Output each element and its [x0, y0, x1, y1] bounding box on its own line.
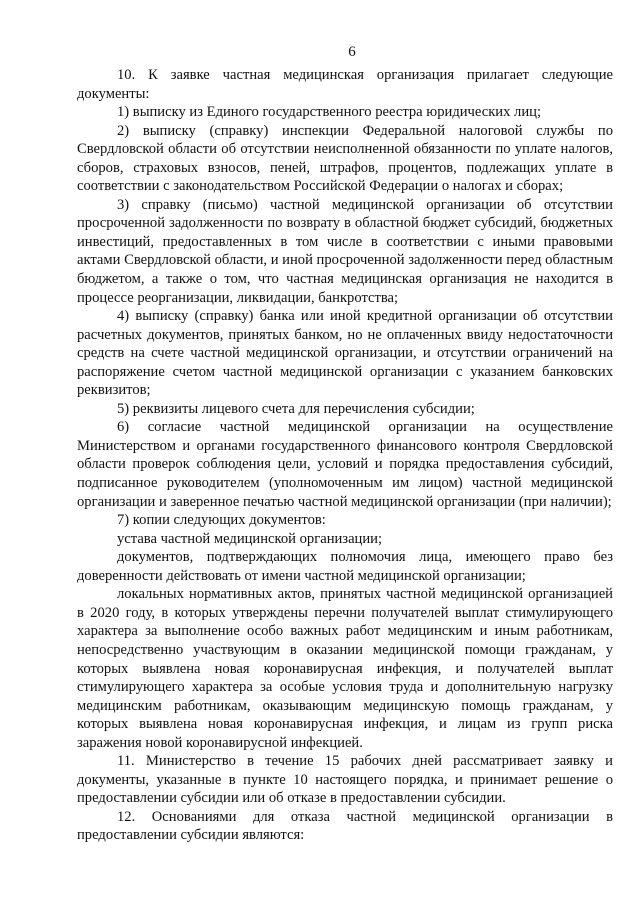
list-item-5: 5) реквизиты лицевого счета для перечисления субсидии; — [117, 400, 475, 417]
sub-item-authority-documents: документов, подтверждающих полномочия лица, имеющего право без доверенности действовать от имени частной медицинской организации; — [77, 549, 613, 584]
list-item-3: 3) справку (письмо) частной медицинской организации об отсутствии просроченной задолженности по возврату в областной бюджет субсидий, бюджетных инвестиций, предоставленных в том числе в соответствии с иными правовыми актами Свердловской области, и иной просроченной задолженности перед областным бюджетом, а также о том, что частная медицинская организация не находится в процессе реорганизации, ликвидации, банкротства; — [77, 196, 613, 306]
sub-item-charter: устава частной медицинской организации; — [117, 530, 383, 547]
page-number: 6 — [348, 44, 356, 60]
paragraph-10: 10. К заявке частная медицинская организация прилагает следующие документы: — [77, 67, 613, 102]
paragraph-12: 12. Основаниями для отказа частной медицинской организации в предоставлении субсидии являются: — [77, 808, 613, 844]
list-item-1: 1) выписку из Единого государственного реестра юридических лиц; — [117, 104, 542, 121]
list-item-4: 4) выписку (справку) банка или иной кредитной организации об отсутствии расчетных документов, принятых банком, но не оплаченных ввиду недостаточности средств на счете частной медицинской организации, и отсутствии ограничений на распоряжение счетом частной медицинской организации с указанием банковских реквизитов; — [77, 308, 613, 399]
paragraph-11: 11. Министерство в течение 15 рабочих дней рассматривает заявку и документы, указанные в пункте 10 настоящего порядка, и принимает решение о предоставлении субсидии или об отказе в предоставлении субсидии. — [77, 753, 613, 807]
list-item-7: 7) копии следующих документов: — [117, 512, 326, 529]
list-item-2: 2) выписку (справку) инспекции Федеральной налоговой службы по Свердловской области об отсутствии неисполненной обязанности по уплате налогов, сборов, страховых взносов, пеней, штрафов, процентов, подлежащих уплате в соответствии с законодательством Российской Федерации о налогах и сборах; — [77, 122, 613, 195]
document-body — [77, 66, 613, 845]
list-item-6: 6) согласие частной медицинской организации на осуществление Министерством и органами государственного финансового контроля Свердловской области проверок соблюдения цели, условий и порядка предоставления субсидий, подписанное руководителем (уполномоченным им лицом) частной медицинской организации и заверенное печатью частной медицинской организации (при наличии); — [77, 419, 613, 510]
sub-item-local-acts: локальных нормативных актов, принятых частной медицинской организацией в 2020 году, в которых утверждены перечни получателей выплат стимулирующего характера за выполнение особо важных работ медицинским и иным работникам, непосредственно участвующим в оказании медицинской помощи гражданам, у которых выявлена новая коронавирусная инфекция, и получателей выплат стимулирующего характера за особые условия труда и дополнительную нагрузку медицинским работникам, оказывающим медицинскую помощь гражданам, у которых выявлена новая коронавирусная инфекция, и лицам из групп риска заражения новой коронавирусной инфекцией. — [77, 586, 613, 751]
